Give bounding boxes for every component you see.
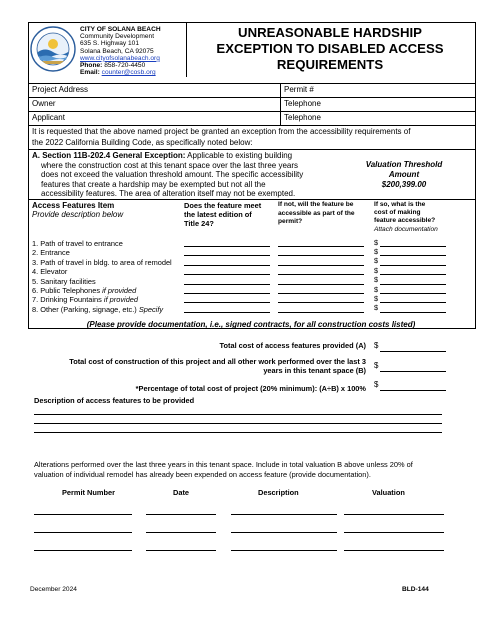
col2-line-3: Title 24? bbox=[184, 219, 214, 228]
date-line[interactable] bbox=[146, 550, 216, 551]
cost-answer-line[interactable] bbox=[380, 265, 446, 266]
documentation-note: (Please provide documentation, i.e., signed contracts, for all construction costs listed) bbox=[86, 320, 416, 329]
footer-date: December 2024 bbox=[30, 586, 77, 593]
title24-answer-line[interactable] bbox=[184, 284, 270, 285]
title24-answer-line[interactable] bbox=[184, 293, 270, 294]
valuation-line[interactable] bbox=[344, 550, 444, 551]
threshold-label-1: Valuation Threshold bbox=[365, 160, 443, 169]
threshold-amount: $200,399.00 bbox=[381, 180, 427, 189]
list-item: 7. Drinking Fountains if provided bbox=[32, 295, 139, 305]
cost-answer-line[interactable] bbox=[380, 284, 446, 285]
list-item: 5. Sanitary facilities bbox=[32, 276, 96, 286]
cost-answer-line[interactable] bbox=[380, 255, 446, 256]
title-line-2: EXCEPTION TO DISABLED ACCESS bbox=[216, 41, 444, 56]
list-item: 6. Public Telephones if provided bbox=[32, 286, 137, 296]
project-address-field[interactable]: Project Address bbox=[32, 85, 89, 94]
cost-dollar-sign: $ bbox=[374, 294, 379, 303]
title24-answer-line[interactable] bbox=[184, 246, 270, 247]
cost-dollar-sign: $ bbox=[374, 275, 379, 285]
applicant-telephone-field[interactable]: Telephone bbox=[284, 113, 321, 122]
section-a-line-5: accessibility features. The area of alteration itself may not be exempted. bbox=[41, 189, 296, 199]
title-line-3: REQUIREMENTS bbox=[276, 57, 384, 72]
dept-name: Community Development bbox=[80, 33, 155, 41]
valuation-line[interactable] bbox=[344, 514, 444, 515]
percentage-dollar: $ bbox=[374, 380, 379, 389]
total-b-label bbox=[32, 357, 366, 376]
cost-answer-line[interactable] bbox=[380, 274, 446, 275]
list-item: 4. Elevator bbox=[32, 267, 68, 277]
applicant-field[interactable]: Applicant bbox=[32, 113, 65, 122]
permit-number-line[interactable] bbox=[34, 514, 132, 515]
request-paragraph bbox=[32, 127, 472, 148]
city-state: Solana Beach, CA 92075 bbox=[80, 47, 154, 55]
title24-answer-line[interactable] bbox=[184, 265, 270, 266]
permit-number-line[interactable] bbox=[34, 532, 132, 533]
permit-number-field[interactable]: Permit # bbox=[284, 85, 314, 94]
total-a-label: Total cost of access features provided (A) bbox=[219, 341, 366, 350]
date-line[interactable] bbox=[146, 514, 216, 515]
website-link[interactable]: www.cityofsolanabeach.org bbox=[80, 54, 160, 62]
footer-form-number: BLD-144 bbox=[402, 586, 429, 593]
section-a-heading: A. Section 11B-202.4 General Exception: bbox=[32, 151, 186, 160]
col2-line-2: the latest edition of bbox=[184, 210, 252, 219]
email-link[interactable]: counter@cosb.org bbox=[101, 69, 156, 77]
description-line[interactable] bbox=[231, 550, 337, 551]
date-line[interactable] bbox=[146, 532, 216, 533]
cost-answer-line[interactable] bbox=[380, 302, 446, 303]
description-line[interactable] bbox=[231, 514, 337, 515]
valuation-line[interactable] bbox=[344, 532, 444, 533]
description-line-2[interactable] bbox=[34, 423, 442, 424]
accessible-answer-line[interactable] bbox=[278, 246, 364, 247]
percentage-label: *Percentage of total cost of project (20% minimum): (A÷B) x 100% bbox=[135, 384, 366, 393]
form-frame bbox=[28, 22, 476, 84]
total-a-dollar: $ bbox=[374, 341, 379, 350]
alterations-line-2: valuation of individual remodel has already been expended on access feature (provide documentation). bbox=[34, 470, 371, 479]
col4-line-3: feature accessible? bbox=[374, 217, 436, 225]
title24-answer-line[interactable] bbox=[184, 312, 270, 313]
accessible-answer-line[interactable] bbox=[278, 312, 364, 313]
items-title: Access Features Item bbox=[32, 201, 115, 210]
total-b-label-1: Total cost of construction of this project and all other work performed over the last 3 bbox=[69, 357, 366, 366]
total-a-field[interactable] bbox=[380, 351, 446, 352]
cost-answer-line[interactable] bbox=[380, 312, 446, 313]
permit-number-header: Permit Number bbox=[62, 488, 115, 497]
section-a-line-2: where the construction cost at this tenant space over the last three years bbox=[41, 160, 299, 170]
col2-line-1: Does the feature meet bbox=[184, 201, 262, 210]
cost-dollar-sign: $ bbox=[374, 284, 379, 294]
cost-answer-line[interactable] bbox=[380, 293, 446, 294]
valuation-header: Valuation bbox=[372, 488, 405, 497]
items-list bbox=[32, 239, 182, 314]
city-name: CITY OF SOLANA BEACH bbox=[80, 26, 161, 33]
alterations-line-1: Alterations performed over the last three years in this tenant space. Include in total valuation B above unless 20% of bbox=[34, 460, 413, 469]
accessible-answer-line[interactable] bbox=[278, 302, 364, 303]
description-line-3[interactable] bbox=[34, 432, 442, 433]
col4-line-1: If so, what is the bbox=[374, 201, 426, 208]
col3-line-1: If not, will the feature be bbox=[278, 201, 354, 208]
request-line-1: It is requested that the above named project be granted an exception from the accessibility requirements of bbox=[32, 127, 411, 136]
email-label: Email: bbox=[80, 69, 100, 77]
description-label: Description of access features to be provided bbox=[34, 396, 195, 405]
cost-dollar-sign: $ bbox=[374, 237, 379, 247]
col3-line-2: accessible as part of the bbox=[278, 209, 355, 217]
list-item: 8. Other (Parking, signage, etc.) Specify bbox=[32, 304, 164, 314]
list-item: 1. Path of travel to entrance bbox=[32, 239, 123, 248]
title-line-1: UNREASONABLE HARDSHIP bbox=[238, 25, 422, 40]
total-b-field[interactable] bbox=[380, 371, 446, 372]
total-b-label-2: years in this tenant space (B) bbox=[263, 366, 366, 376]
items-subtitle: Provide description below bbox=[32, 210, 124, 219]
col-title24-header bbox=[184, 201, 276, 228]
percentage-field[interactable] bbox=[380, 390, 446, 391]
col3-line-3: permit? bbox=[278, 218, 303, 226]
phone-number: 858-720-4450 bbox=[104, 62, 146, 70]
section-a-line-3: does not exceed the valuation threshold amount. The specific accessibility bbox=[41, 170, 304, 180]
owner-field[interactable]: Owner bbox=[32, 99, 56, 108]
col4-line-2: cost of making bbox=[374, 209, 421, 217]
permit-number-line[interactable] bbox=[34, 550, 132, 551]
phone-label: Phone: bbox=[80, 62, 103, 70]
list-item: 2. Entrance bbox=[32, 248, 70, 258]
owner-telephone-field[interactable]: Telephone bbox=[284, 99, 321, 108]
alterations-paragraph bbox=[34, 460, 474, 480]
cost-dollar-sign: $ bbox=[374, 303, 379, 313]
col-cost-header bbox=[374, 201, 472, 234]
items-header bbox=[32, 201, 182, 219]
section-a-text-1: Applicable to existing building bbox=[185, 151, 293, 160]
description-line-1[interactable] bbox=[34, 414, 442, 415]
cost-answer-line[interactable] bbox=[380, 246, 446, 247]
accessible-answer-line[interactable] bbox=[278, 293, 364, 294]
col4-line-4: Attach documentation bbox=[374, 225, 438, 233]
street-address: 635 S. Highway 101 bbox=[80, 40, 140, 48]
section-a bbox=[32, 151, 332, 199]
accessible-answer-line[interactable] bbox=[278, 274, 364, 275]
request-line-2: the 2022 California Building Code, as specifically noted below: bbox=[32, 137, 253, 147]
title24-answer-line[interactable] bbox=[184, 274, 270, 275]
cost-dollar-sign: $ bbox=[374, 247, 379, 256]
accessible-answer-line[interactable] bbox=[278, 265, 364, 266]
description-header: Description bbox=[258, 488, 299, 497]
date-header: Date bbox=[173, 488, 190, 497]
cost-dollar-sign: $ bbox=[374, 265, 379, 275]
description-line[interactable] bbox=[231, 532, 337, 533]
list-item: 3. Path of travel in bldg. to area of remodel bbox=[32, 257, 172, 267]
threshold-label-2: Amount bbox=[388, 170, 420, 179]
col-accessible-header bbox=[278, 201, 372, 227]
title24-answer-line[interactable] bbox=[184, 255, 270, 256]
total-b-dollar: $ bbox=[374, 361, 379, 370]
accessible-answer-line[interactable] bbox=[278, 284, 364, 285]
title24-answer-line[interactable] bbox=[184, 302, 270, 303]
cost-dollar-sign: $ bbox=[374, 256, 379, 266]
valuation-threshold bbox=[336, 160, 472, 190]
accessible-answer-line[interactable] bbox=[278, 255, 364, 256]
section-a-line-4: features that create a hardship may be exempted but not all the bbox=[41, 179, 266, 189]
